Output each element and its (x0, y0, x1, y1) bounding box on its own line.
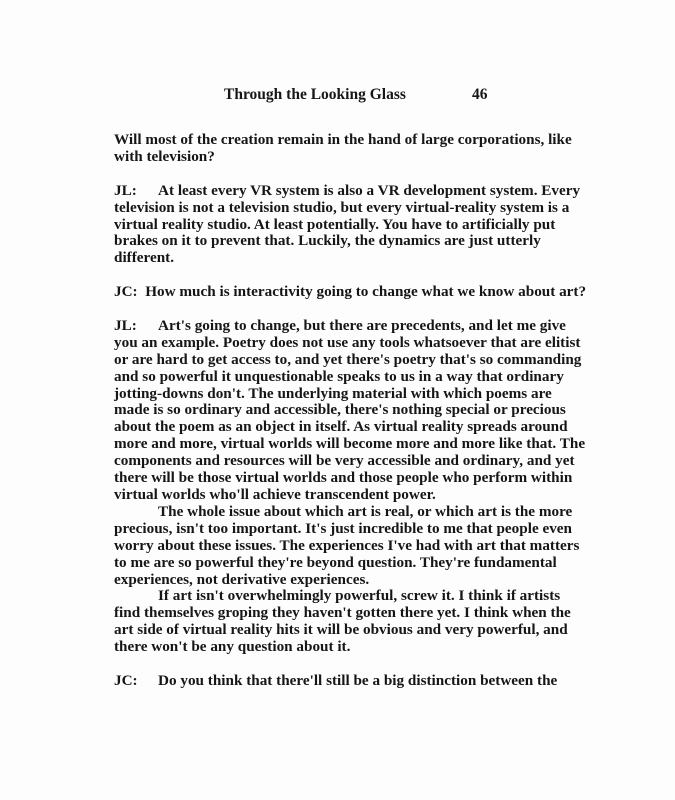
paragraph-jl-answer (114, 181, 581, 268)
text-line: to me are so powerful they're beyond question. They're fundamental (114, 553, 557, 571)
running-header (0, 86, 675, 106)
text-line: Will most of the creation remain in the hand of large corporations, like (114, 131, 572, 148)
text-line: virtual reality studio. At least potentially. You have to artificially put (114, 215, 556, 233)
text-line: about the poem as an object in itself. As virtual reality spreads around (114, 418, 568, 436)
text-line: experiences, not derivative experiences. (114, 570, 370, 588)
text-line: How much is interactivity going to change what we know about art? (145, 283, 587, 301)
text-line: find themselves groping they haven't gotten there yet. I think when the (114, 604, 571, 622)
text-line: The whole issue about which art is real, or which art is the more (158, 502, 573, 520)
speaker-label: JC: (114, 671, 138, 689)
text-line: art side of virtual reality hits it will be obvious and very powerful, and (114, 621, 568, 639)
text-line: with television? (114, 147, 215, 165)
text-line: brakes on it to prevent that. Luckily, the dynamics are just utterly (114, 232, 541, 250)
text-line: components and resources will be very accessible and ordinary, and yet (114, 452, 575, 470)
running-title: Through the Looking Glass (224, 86, 406, 103)
text-line: If art isn't overwhelmingly powerful, screw it. I think if artists (158, 587, 561, 605)
text-line: television is not a television studio, but every virtual-reality system is a (114, 198, 570, 216)
paragraph-continuation (114, 588, 569, 656)
speaker-label: JL: (114, 316, 137, 334)
text-line: At least every VR system is also a VR development system. Every (158, 181, 581, 199)
paragraph-continuation (114, 502, 580, 589)
text-line: and so powerful it unquestionable speaks to us in a way that ordinary (114, 367, 564, 385)
text-line: worry about these issues. The experiences I've had with art that matters (114, 536, 580, 554)
text-line: made is so ordinary and accessible, there's nothing special or precious (114, 401, 566, 419)
speaker-label: JL: (114, 181, 137, 199)
text-line: more and more, virtual worlds will become more and more like that. The (114, 435, 586, 453)
paragraph-question (114, 131, 572, 166)
page-number: 46 (472, 86, 488, 103)
text-line: or are hard to get access to, and yet there's poetry that's so commanding (114, 350, 582, 368)
text-line: different. (114, 249, 175, 267)
text-line: precious, isn't too important. It's just incredible to me that people even (114, 519, 572, 537)
text-line: Art's going to change, but there are precedents, and let me give (158, 316, 566, 334)
text-line: there will be those virtual worlds and those people who perform within (114, 469, 573, 487)
speaker-label: JC: (114, 283, 138, 301)
paragraph-jc-question (114, 283, 587, 301)
text-line: Do you think that there'll still be a big distinction between the (158, 671, 558, 689)
text-line: there won't be any question about it. (114, 638, 351, 656)
page-body (114, 131, 587, 690)
text-line: you an example. Poetry does not use any tools whatsoever that are elitist (114, 333, 581, 351)
text-line: jotting-downs don't. The underlying material with which poems are (114, 384, 552, 402)
text-line: virtual worlds who'll achieve transcendent power. (114, 485, 436, 503)
paragraph-jc-question (114, 673, 569, 690)
paragraph-jl-answer (114, 316, 586, 504)
